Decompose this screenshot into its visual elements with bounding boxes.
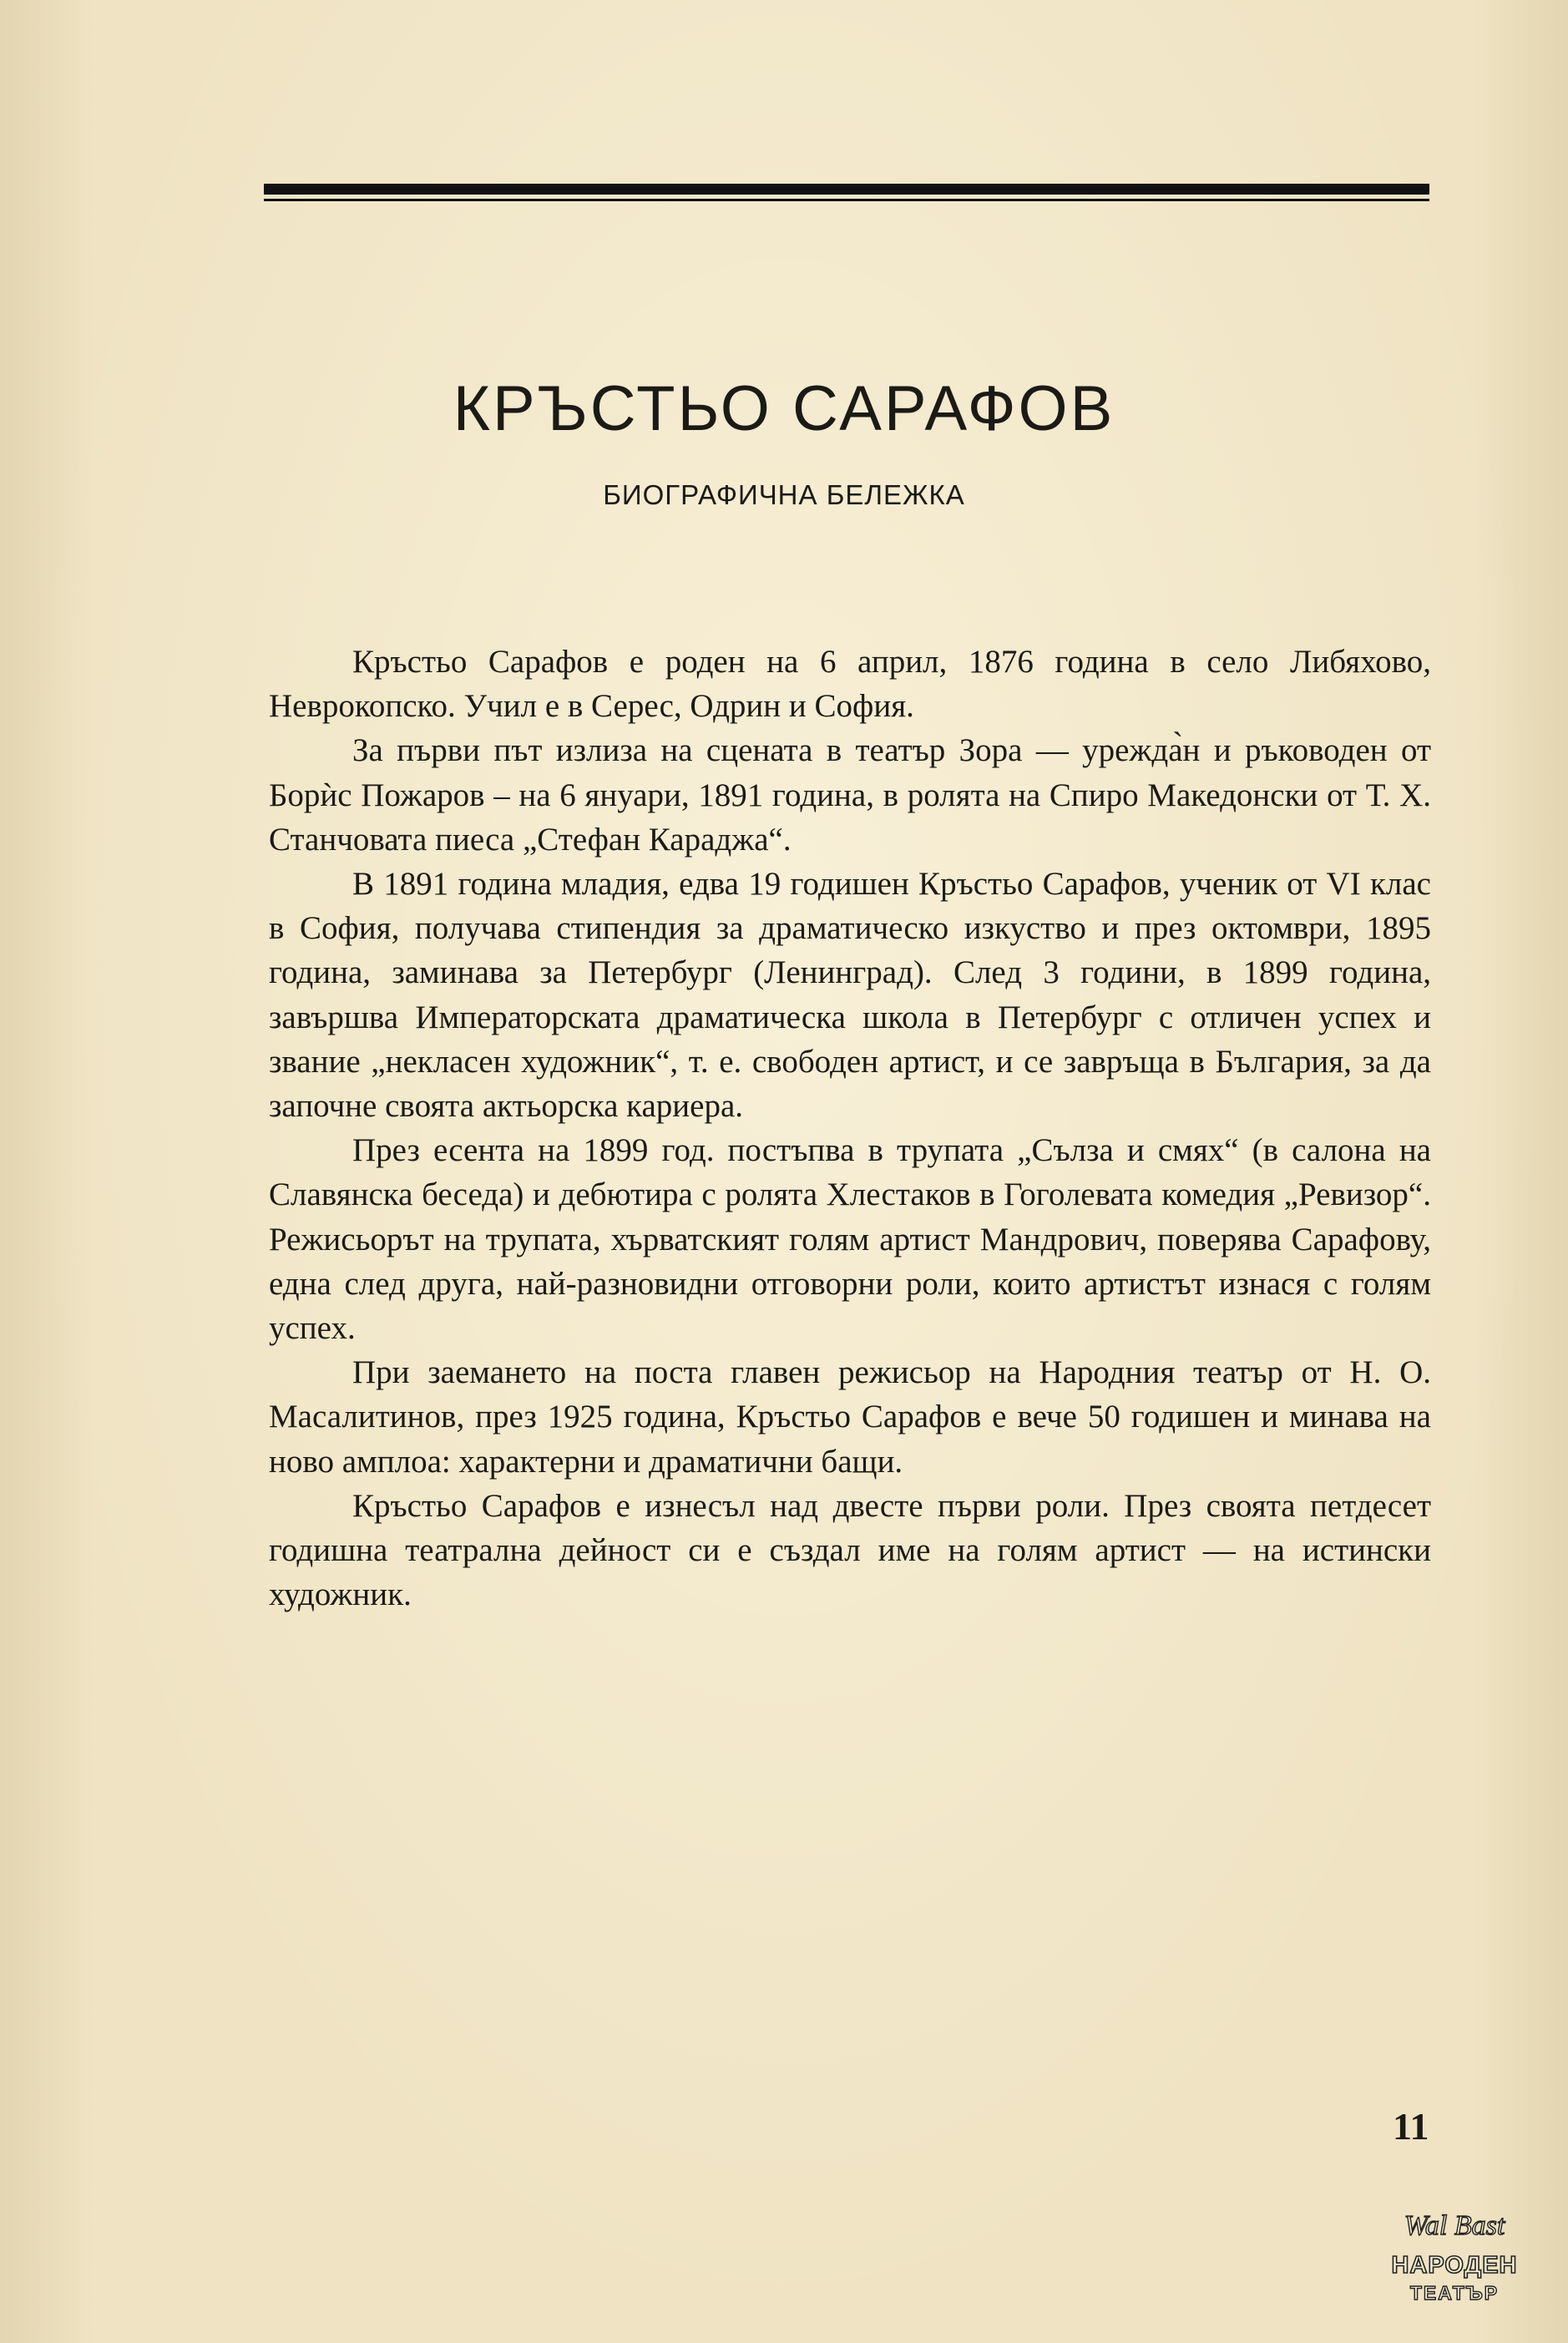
page-subtitle: БИОГРАФИЧНА БЕЛЕЖКА: [603, 479, 965, 510]
national-theatre-stamp: [1379, 2201, 1530, 2310]
paragraph-education: В 1891 година младия, едва 19 годишен Кръстьо Сарафов, ученик от VI клас в София, получава стипендия за драматическо изкуство и през октомври, 1895 година, заминава за Петербург (Ленинград). След 3 години, в 1899 година, завършва Императорската драматическа школа в Петербург с отличен успех и звание „некласен художник“, т. е. свободен артист, и се завръща в България, за да започне своята актьорска кариера.: [269, 866, 1431, 1125]
page-number: 11: [1393, 2105, 1429, 2148]
paragraph-birth: Кръстьо Сарафов е роден на 6 април, 1876 година в село Либяхово, Неврокопско. Учил е в Серес, Одрин и София.: [269, 644, 1431, 725]
biography-text: [269, 640, 1431, 1617]
header-rule-thick: [264, 184, 1429, 195]
paragraph-national-theatre: При заемането на поста главен режисьор на Народния театър от Н. О. Масалитинов, през 1925 година, Кръстьо Сарафов е вече 50 годишен и минава на ново амплоа: характерни и драматични бащи.: [269, 1354, 1431, 1480]
paragraph-debut: За първи път излиза на сцената в театър Зора — урежда̀н и ръководен от Борѝс Пожаров – на 6 януари, 1891 година, в ролята на Спиро Македонски от Т. Х. Станчовата пиеса „Стефан Караджа“.: [269, 732, 1431, 858]
paragraph-legacy: Кръстьо Сарафов е изнесъл над двесте първи роли. През своята петдесет годишна театрална дейност си е създал име на голям артист — на истински художник.: [269, 1487, 1431, 1613]
paragraph-troupe: През есента на 1899 год. постъпва в трупата „Сълза и смях“ (в салона на Славянска беседа) и дебютира с ролята Хлестаков в Гоголевата комедия „Ревизор“. Режисьорът на трупата, хърватският голям артист Мандрович, поверява Сарафову, една след друга, най-разновидни отговорни роли, които артистът изнася с голям успех.: [269, 1132, 1431, 1347]
stamp-line-teatar: ТЕАТЪР: [1409, 2282, 1500, 2304]
stamp-line-narodni: НАРОДЕН: [1391, 2252, 1518, 2279]
header-rule-thin: [264, 199, 1429, 201]
page-title: КРЪСТЬО САРАФОВ: [453, 373, 1115, 444]
stamp-signature: Wal Bast: [1404, 2210, 1505, 2241]
